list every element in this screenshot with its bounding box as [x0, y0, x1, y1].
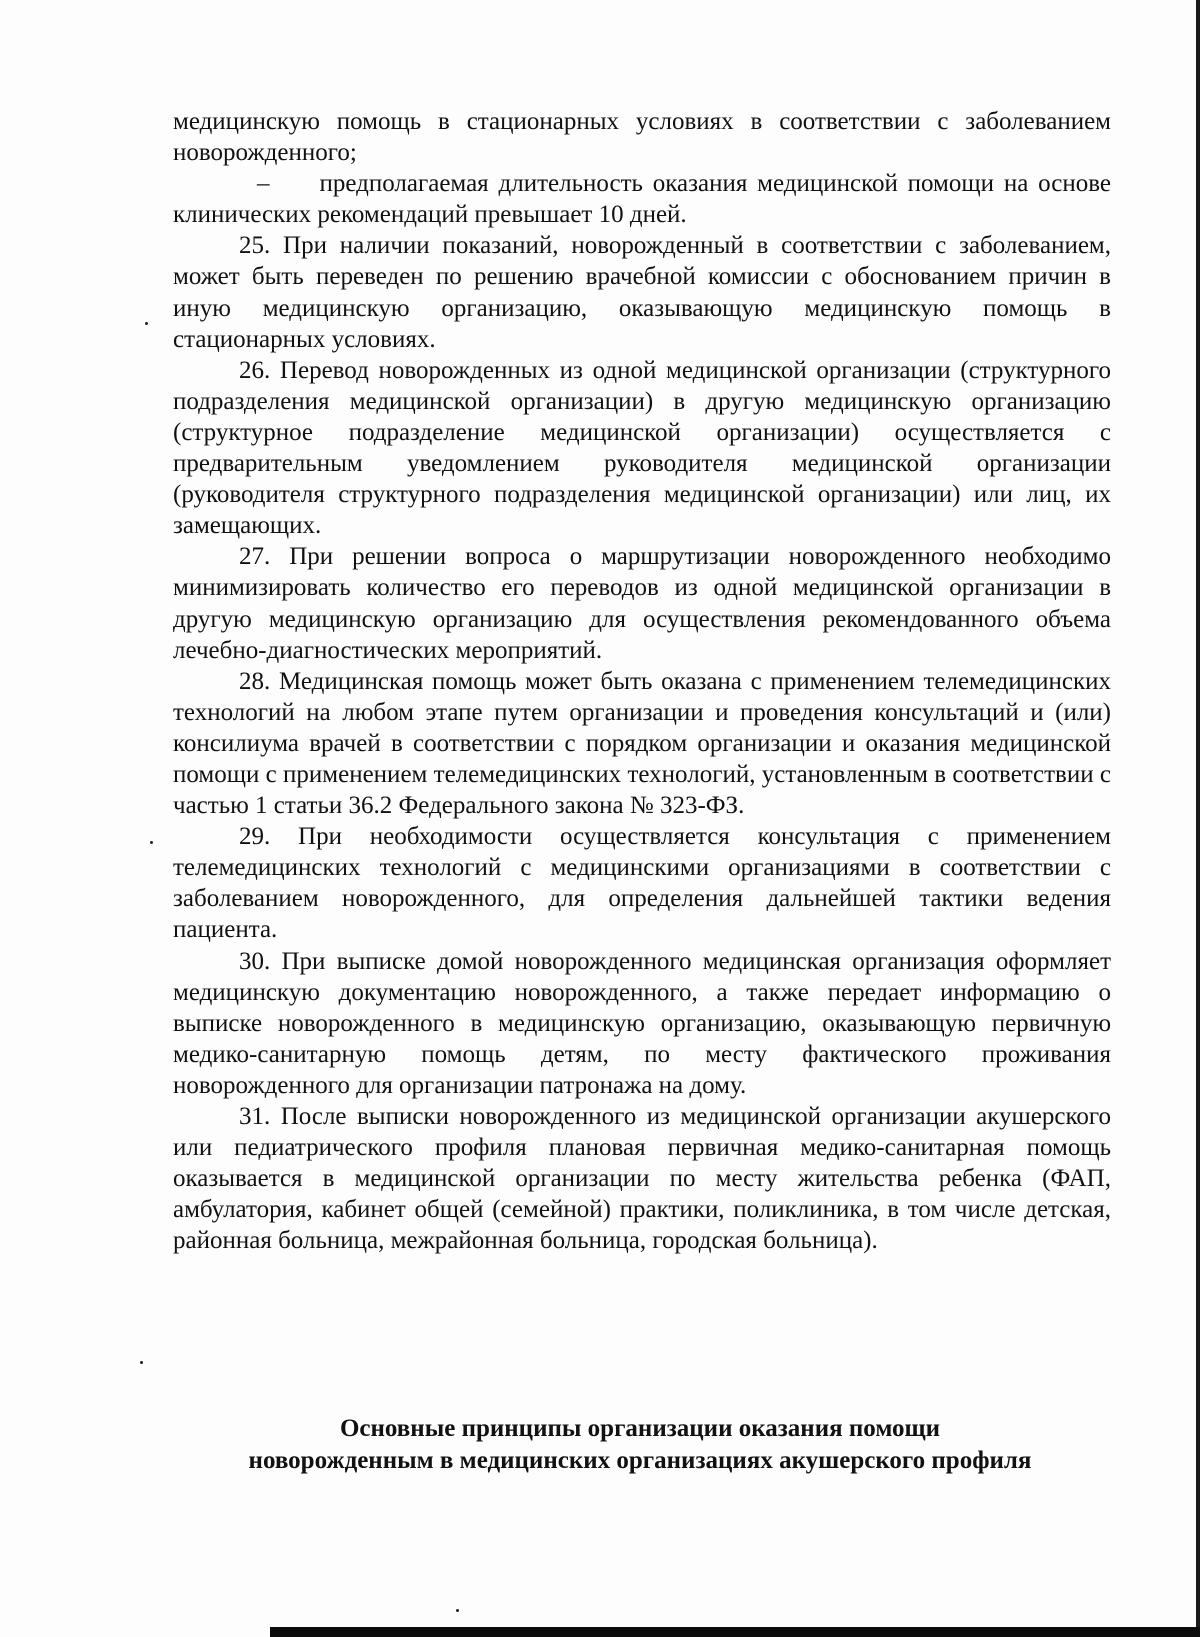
section-heading-line-2: новорожденным в медицинских организациях акушерского профиля	[248, 1447, 1032, 1474]
scan-speck	[456, 1609, 459, 1612]
paragraph-26: 26. Перевод новорожденных из одной медицинской организации (структурного подразделения медицинской организации) в другую медицинскую организацию (структурное подразделение медицинской организации) осуществляется с предварительным уведомлением руководителя медицинской организации (руководителя структурного подразделения медицинской организации) или лиц, их замещающих.	[173, 356, 1111, 540]
scan-speck	[140, 1361, 143, 1364]
paragraph-27: 27. При решении вопроса о маршрутизации новорожденного необходимо минимизировать количество его переводов из одной медицинской организации в другую медицинскую организацию для осуществления рекомендованного объема лечебно-диагностических мероприятий.	[173, 543, 1111, 664]
paragraph-continuation: медицинскую помощь в стационарных условиях в соответствии с заболеванием новорожденного;	[173, 108, 1111, 167]
scan-edge-bottom	[270, 1627, 1200, 1637]
paragraph-25: 25. При наличии показаний, новорожденный в соответствии с заболеванием, может быть переведен по решению врачебной комиссии с обоснованием причин в иную медицинскую организацию, оказывающую медицинскую помощь в стационарных условиях.	[173, 232, 1111, 353]
section-heading-line-1: Основные принципы организации оказания помощи	[339, 1415, 941, 1442]
scan-speck	[150, 841, 153, 844]
section-heading	[150, 1413, 1130, 1477]
paragraph-28: 28. Медицинская помощь может быть оказана с применением телемедицинских технологий на любом этапе путем организации и проведения консультаций и (или) консилиума врачей в соответствии с порядком организации и оказания медицинской помощи с применением телемедицинских технологий, установленным в соответствии с частью 1 статьи 36.2 Федерального закона № 323-ФЗ.	[173, 667, 1111, 820]
paragraph-29: 29. При необходимости осуществляется консультация с применением телемедицинских технологий с медицинскими организациями в соответствии с заболеванием новорожденного, для определения дальнейшей тактики ведения пациента.	[173, 823, 1111, 944]
paragraph-30: 30. При выписке домой новорожденного медицинская организация оформляет медицинскую документацию новорожденного, а также передает информацию о выписке новорожденного в медицинскую организацию, оказывающую первичную медико-санитарную помощь детям, по месту фактического проживания новорожденного для организации патронажа на дому.	[173, 947, 1111, 1099]
scan-edge-right	[1196, 0, 1200, 1637]
dash-list-item: – предполагаемая длительность оказания медицинской помощи на основе клинических рекомендаций превышает 10 дней.	[173, 170, 1111, 229]
body-text	[173, 106, 1111, 1256]
paragraph-31: 31. После выписки новорожденного из медицинской организации акушерского или педиатрического профиля плановая первичная медико-санитарная помощь оказывается в медицинской организации по месту жительства ребенка (ФАП, амбулатория, кабинет общей (семейной) практики, поликлиника, в том числе детская, районная больница, межрайонная больница, городская больница).	[173, 1103, 1111, 1255]
scan-speck	[145, 322, 148, 325]
